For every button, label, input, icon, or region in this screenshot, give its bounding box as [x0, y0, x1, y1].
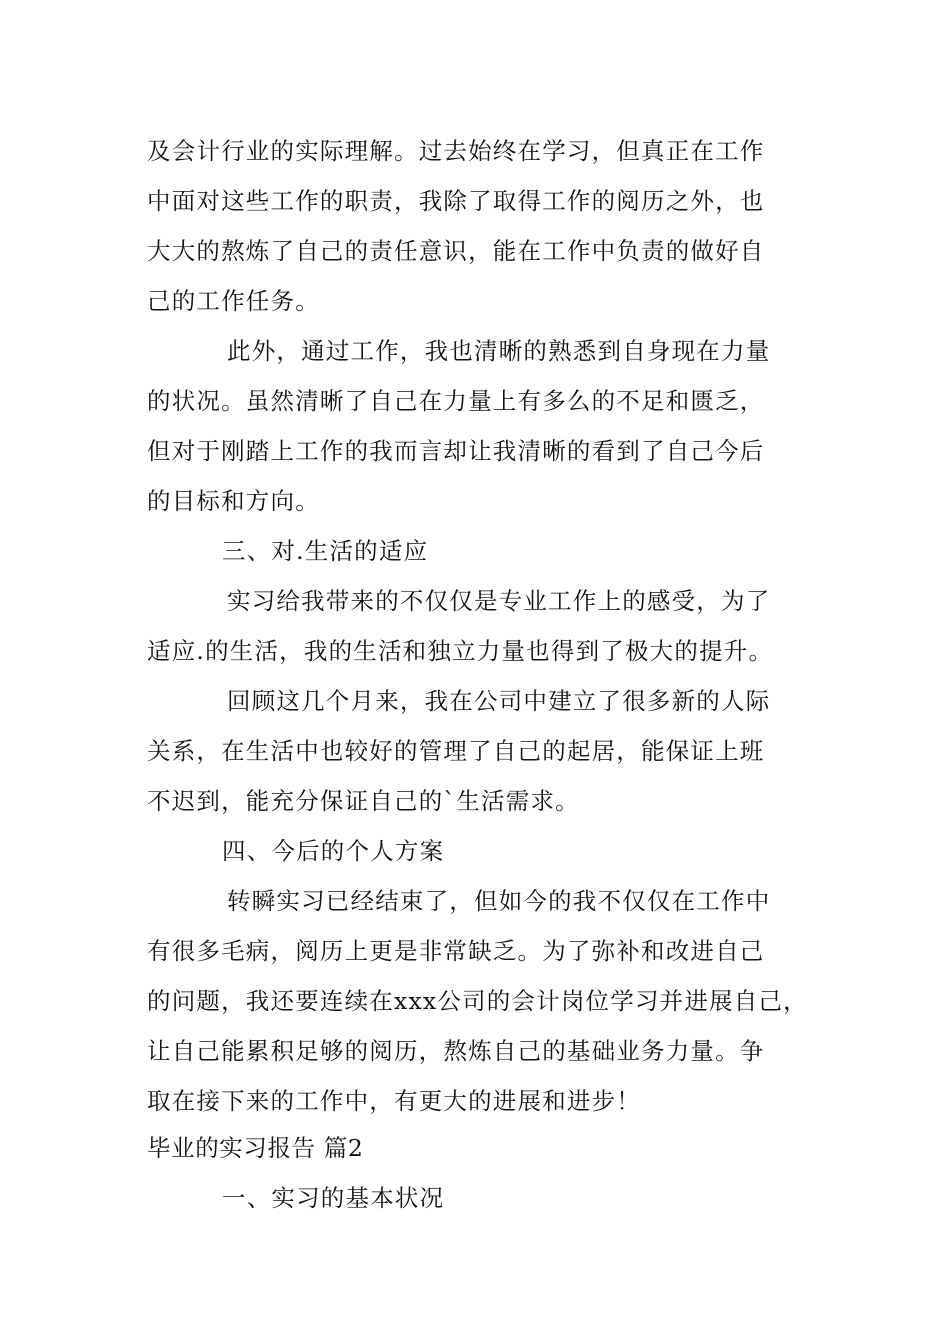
paragraph-line: 大大的熬炼了自己的责任意识，能在工作中负责的做好自	[147, 237, 765, 265]
paragraph-line: 己的工作任务。	[147, 287, 320, 315]
paragraph-line: 的目标和方向。	[147, 487, 320, 515]
article-title: 毕业的实习报告 篇2	[147, 1134, 364, 1162]
paragraph-line: 转瞬实习已经结束了，但如今的我不仅仅在工作中	[227, 887, 771, 915]
paragraph-line: 取在接下来的工作中，有更大的进展和进步！	[147, 1087, 641, 1115]
paragraph-line: 中面对这些工作的职责，我除了取得工作的阅历之外，也	[147, 187, 765, 215]
paragraph-line: 适应.的生活，我的生活和独立力量也得到了极大的提升。	[147, 637, 774, 665]
paragraph-line: 及会计行业的实际理解。过去始终在学习，但真正在工作	[147, 137, 765, 165]
paragraph-line: 的状况。虽然清晰了自己在力量上有多么的不足和匮乏，	[147, 387, 765, 415]
paragraph-line: 不迟到，能充分保证自己的`生活需求。	[147, 787, 580, 815]
paragraph-line: 但对于刚踏上工作的我而言却让我清晰的看到了自己今后	[147, 437, 765, 465]
paragraph-line: 此外，通过工作，我也清晰的熟悉到自身现在力量	[227, 337, 771, 365]
section-heading: 四、今后的个人方案	[222, 837, 445, 865]
paragraph-line: 关系，在生活中也较好的管理了自己的起居，能保证上班	[147, 737, 765, 765]
paragraph-line: 让自己能累积足够的阅历，熬炼自己的基础业务力量。争	[147, 1037, 765, 1065]
section-heading: 三、对.生活的适应	[222, 537, 429, 565]
paragraph-line: 实习给我带来的不仅仅是专业工作上的感受，为了	[227, 587, 771, 615]
section-heading: 一、实习的基本状况	[222, 1184, 445, 1212]
paragraph-line: 有很多毛病，阅历上更是非常缺乏。为了弥补和改进自己	[147, 937, 765, 965]
paragraph-line: 回顾这几个月来，我在公司中建立了很多新的人际	[227, 687, 771, 715]
paragraph-line: 的问题，我还要连续在xxx公司的会计岗位学习并进展自己，	[147, 987, 808, 1015]
